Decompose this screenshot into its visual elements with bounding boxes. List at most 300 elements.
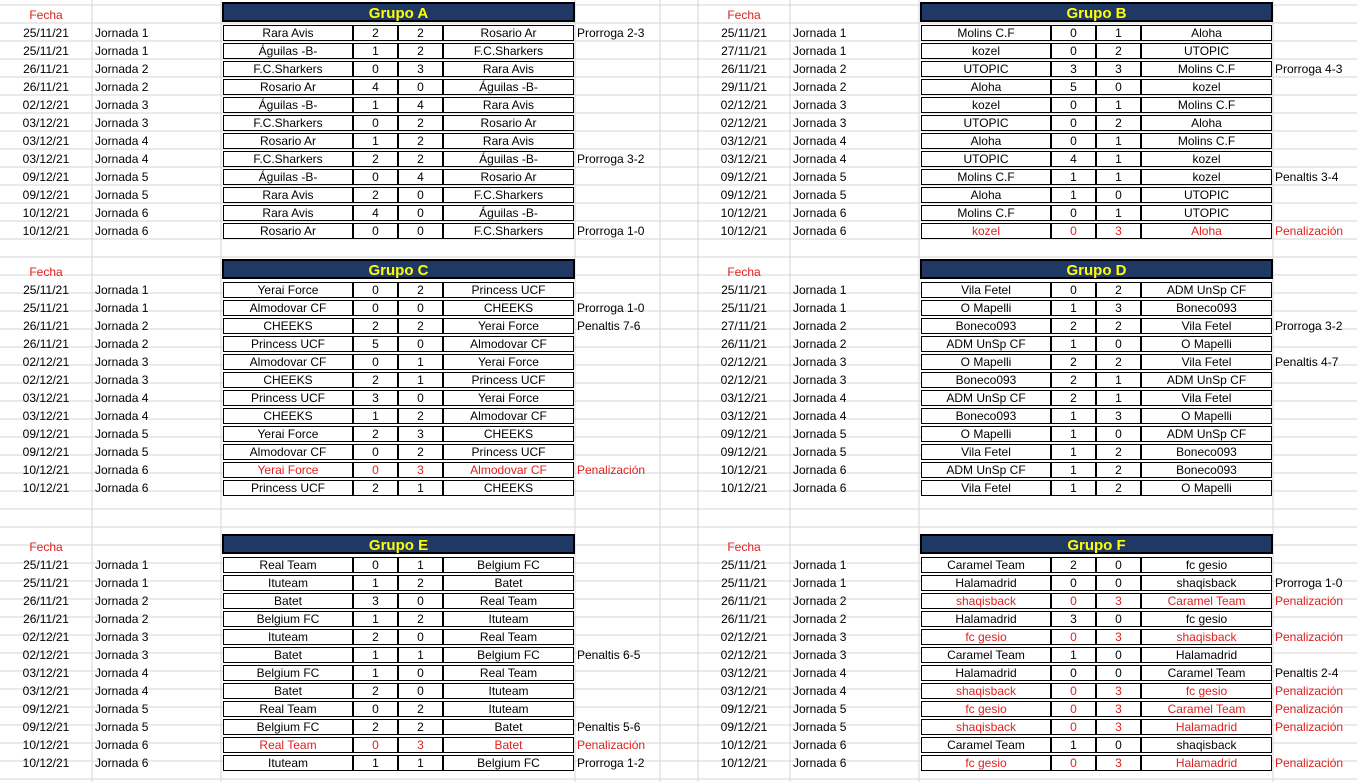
date-cell[interactable]: 09/12/21 — [720, 720, 768, 734]
home-team-cell[interactable]: Molins C.F — [921, 205, 1051, 221]
away-score-cell[interactable]: 2 — [1096, 444, 1141, 460]
away-team-cell[interactable]: CHEEKS — [443, 480, 574, 496]
home-score-cell[interactable]: 2 — [1051, 557, 1096, 573]
note-cell[interactable]: Penalización — [1275, 224, 1344, 238]
away-score-cell[interactable]: 2 — [1096, 480, 1141, 496]
home-score-cell[interactable]: 2 — [1051, 318, 1096, 334]
home-team-cell[interactable]: Caramel Team — [921, 557, 1051, 573]
home-team-cell[interactable]: UTOPIC — [921, 115, 1051, 131]
home-score-cell[interactable]: 1 — [1051, 169, 1096, 185]
away-score-cell[interactable]: 1 — [398, 557, 443, 573]
away-team-cell[interactable]: Rara Avis — [443, 61, 574, 77]
away-score-cell[interactable]: 0 — [398, 390, 443, 406]
away-score-cell[interactable]: 2 — [1096, 282, 1141, 298]
away-score-cell[interactable]: 0 — [1096, 426, 1141, 442]
home-score-cell[interactable]: 3 — [353, 593, 398, 609]
date-cell[interactable]: 02/12/21 — [720, 630, 768, 644]
home-team-cell[interactable]: fc gesio — [921, 629, 1051, 645]
date-cell[interactable]: 02/12/21 — [720, 355, 768, 369]
home-score-cell[interactable]: 0 — [353, 300, 398, 316]
away-team-cell[interactable]: Vila Fetel — [1141, 390, 1272, 406]
away-score-cell[interactable]: 2 — [398, 575, 443, 591]
home-score-cell[interactable]: 3 — [1051, 611, 1096, 627]
group-title[interactable]: Grupo E — [222, 534, 575, 554]
away-team-cell[interactable]: O Mapelli — [1141, 480, 1272, 496]
date-cell[interactable]: 02/12/21 — [22, 98, 70, 112]
away-team-cell[interactable]: Aloha — [1141, 223, 1272, 239]
home-team-cell[interactable]: F.C.Sharkers — [223, 151, 353, 167]
home-score-cell[interactable]: 0 — [1051, 43, 1096, 59]
jornada-cell[interactable]: Jornada 1 — [793, 44, 847, 58]
date-cell[interactable]: 26/11/21 — [721, 612, 767, 626]
away-score-cell[interactable]: 3 — [1096, 223, 1141, 239]
home-team-cell[interactable]: Almodovar CF — [223, 354, 353, 370]
fecha-header[interactable]: Fecha — [727, 540, 761, 554]
away-team-cell[interactable]: Princess UCF — [443, 282, 574, 298]
note-cell[interactable]: Penaltis 5-6 — [577, 720, 641, 734]
home-score-cell[interactable]: 0 — [1051, 683, 1096, 699]
date-cell[interactable]: 27/11/21 — [721, 44, 767, 58]
note-cell[interactable]: Prorroga 3-2 — [1275, 319, 1343, 333]
home-team-cell[interactable]: Belgium FC — [223, 719, 353, 735]
away-score-cell[interactable]: 2 — [1096, 354, 1141, 370]
note-cell[interactable]: Prorroga 1-0 — [1275, 576, 1343, 590]
home-score-cell[interactable]: 2 — [353, 426, 398, 442]
away-score-cell[interactable]: 2 — [1096, 318, 1141, 334]
home-score-cell[interactable]: 3 — [353, 390, 398, 406]
home-team-cell[interactable]: Rara Avis — [223, 25, 353, 41]
home-team-cell[interactable]: Ituteam — [223, 755, 353, 771]
away-score-cell[interactable]: 2 — [398, 133, 443, 149]
group-title[interactable]: Grupo B — [920, 2, 1273, 22]
jornada-cell[interactable]: Jornada 2 — [95, 80, 149, 94]
date-cell[interactable]: 26/11/21 — [23, 612, 69, 626]
away-score-cell[interactable]: 1 — [1096, 372, 1141, 388]
home-team-cell[interactable]: Ituteam — [223, 629, 353, 645]
note-cell[interactable]: Penalización — [577, 738, 646, 752]
note-cell[interactable]: Penaltis 3-4 — [1275, 170, 1339, 184]
jornada-cell[interactable]: Jornada 1 — [793, 283, 847, 297]
home-score-cell[interactable]: 5 — [353, 336, 398, 352]
date-cell[interactable]: 09/12/21 — [720, 445, 768, 459]
away-team-cell[interactable]: Yerai Force — [443, 354, 574, 370]
date-cell[interactable]: 03/12/21 — [720, 134, 768, 148]
date-cell[interactable]: 03/12/21 — [720, 391, 768, 405]
jornada-cell[interactable]: Jornada 4 — [793, 152, 847, 166]
away-team-cell[interactable]: kozel — [1141, 169, 1272, 185]
jornada-cell[interactable]: Jornada 3 — [793, 648, 847, 662]
away-score-cell[interactable]: 1 — [1096, 151, 1141, 167]
away-score-cell[interactable]: 0 — [398, 665, 443, 681]
home-score-cell[interactable]: 5 — [1051, 79, 1096, 95]
home-team-cell[interactable]: F.C.Sharkers — [223, 115, 353, 131]
away-team-cell[interactable]: Almodovar CF — [443, 336, 574, 352]
jornada-cell[interactable]: Jornada 1 — [95, 283, 149, 297]
date-cell[interactable]: 02/12/21 — [22, 373, 70, 387]
jornada-cell[interactable]: Jornada 5 — [95, 702, 149, 716]
note-cell[interactable]: Penaltis 2-4 — [1275, 666, 1339, 680]
away-team-cell[interactable]: Boneco093 — [1141, 462, 1272, 478]
away-score-cell[interactable]: 2 — [398, 444, 443, 460]
date-cell[interactable]: 09/12/21 — [22, 170, 70, 184]
away-score-cell[interactable]: 2 — [1096, 462, 1141, 478]
away-score-cell[interactable]: 1 — [1096, 390, 1141, 406]
jornada-cell[interactable]: Jornada 2 — [793, 80, 847, 94]
jornada-cell[interactable]: Jornada 2 — [95, 594, 149, 608]
away-team-cell[interactable]: F.C.Sharkers — [443, 43, 574, 59]
home-score-cell[interactable]: 0 — [353, 115, 398, 131]
date-cell[interactable]: 25/11/21 — [23, 44, 69, 58]
away-score-cell[interactable]: 0 — [398, 300, 443, 316]
date-cell[interactable]: 25/11/21 — [721, 301, 767, 315]
jornada-cell[interactable]: Jornada 3 — [793, 630, 847, 644]
away-score-cell[interactable]: 0 — [1096, 187, 1141, 203]
home-score-cell[interactable]: 0 — [1051, 719, 1096, 735]
date-cell[interactable]: 25/11/21 — [721, 558, 767, 572]
home-team-cell[interactable]: Batet — [223, 593, 353, 609]
date-cell[interactable]: 26/11/21 — [23, 80, 69, 94]
home-score-cell[interactable]: 0 — [353, 61, 398, 77]
away-score-cell[interactable]: 3 — [1096, 300, 1141, 316]
home-score-cell[interactable]: 1 — [353, 665, 398, 681]
home-team-cell[interactable]: Rosario Ar — [223, 133, 353, 149]
jornada-cell[interactable]: Jornada 5 — [793, 188, 847, 202]
date-cell[interactable]: 10/12/21 — [22, 206, 70, 220]
home-team-cell[interactable]: shaqisback — [921, 683, 1051, 699]
jornada-cell[interactable]: Jornada 6 — [95, 481, 149, 495]
date-cell[interactable]: 25/11/21 — [721, 283, 767, 297]
away-team-cell[interactable]: Ituteam — [443, 611, 574, 627]
home-team-cell[interactable]: Belgium FC — [223, 665, 353, 681]
away-team-cell[interactable]: Boneco093 — [1141, 444, 1272, 460]
away-team-cell[interactable]: Rosario Ar — [443, 25, 574, 41]
date-cell[interactable]: 02/12/21 — [22, 355, 70, 369]
away-team-cell[interactable]: shaqisback — [1141, 737, 1272, 753]
jornada-cell[interactable]: Jornada 2 — [793, 337, 847, 351]
away-score-cell[interactable]: 3 — [398, 61, 443, 77]
date-cell[interactable]: 10/12/21 — [22, 756, 70, 770]
away-score-cell[interactable]: 2 — [398, 115, 443, 131]
home-team-cell[interactable]: Caramel Team — [921, 737, 1051, 753]
jornada-cell[interactable]: Jornada 5 — [95, 720, 149, 734]
jornada-cell[interactable]: Jornada 4 — [793, 666, 847, 680]
jornada-cell[interactable]: Jornada 3 — [793, 373, 847, 387]
away-score-cell[interactable]: 3 — [398, 426, 443, 442]
jornada-cell[interactable]: Jornada 2 — [95, 62, 149, 76]
away-score-cell[interactable]: 3 — [1096, 408, 1141, 424]
away-score-cell[interactable]: 1 — [1096, 133, 1141, 149]
away-team-cell[interactable]: Halamadrid — [1141, 755, 1272, 771]
home-score-cell[interactable]: 0 — [1051, 629, 1096, 645]
home-score-cell[interactable]: 1 — [353, 575, 398, 591]
date-cell[interactable]: 02/12/21 — [22, 630, 70, 644]
home-team-cell[interactable]: Yerai Force — [223, 462, 353, 478]
jornada-cell[interactable]: Jornada 1 — [793, 576, 847, 590]
home-score-cell[interactable]: 1 — [353, 647, 398, 663]
away-team-cell[interactable]: Real Team — [443, 665, 574, 681]
away-team-cell[interactable]: Molins C.F — [1141, 97, 1272, 113]
jornada-cell[interactable]: Jornada 3 — [793, 355, 847, 369]
note-cell[interactable]: Prorroga 4-3 — [1275, 62, 1343, 76]
date-cell[interactable]: 29/11/21 — [721, 80, 767, 94]
home-score-cell[interactable]: 0 — [1051, 205, 1096, 221]
date-cell[interactable]: 10/12/21 — [720, 481, 768, 495]
away-score-cell[interactable]: 0 — [398, 683, 443, 699]
away-score-cell[interactable]: 0 — [398, 629, 443, 645]
home-team-cell[interactable]: shaqisback — [921, 593, 1051, 609]
jornada-cell[interactable]: Jornada 2 — [793, 62, 847, 76]
home-team-cell[interactable]: Águilas -B- — [223, 43, 353, 59]
away-score-cell[interactable]: 1 — [1096, 97, 1141, 113]
away-team-cell[interactable]: Boneco093 — [1141, 300, 1272, 316]
fecha-header[interactable]: Fecha — [29, 8, 63, 22]
away-team-cell[interactable]: kozel — [1141, 79, 1272, 95]
home-team-cell[interactable]: shaqisback — [921, 719, 1051, 735]
jornada-cell[interactable]: Jornada 6 — [95, 756, 149, 770]
away-score-cell[interactable]: 0 — [1096, 737, 1141, 753]
away-team-cell[interactable]: O Mapelli — [1141, 336, 1272, 352]
home-team-cell[interactable]: CHEEKS — [223, 408, 353, 424]
date-cell[interactable]: 26/11/21 — [721, 62, 767, 76]
note-cell[interactable]: Penalización — [1275, 684, 1344, 698]
jornada-cell[interactable]: Jornada 3 — [95, 373, 149, 387]
away-team-cell[interactable]: Caramel Team — [1141, 665, 1272, 681]
away-score-cell[interactable]: 0 — [398, 187, 443, 203]
away-score-cell[interactable]: 0 — [1096, 647, 1141, 663]
date-cell[interactable]: 02/12/21 — [720, 116, 768, 130]
home-score-cell[interactable]: 0 — [353, 701, 398, 717]
date-cell[interactable]: 03/12/21 — [22, 134, 70, 148]
away-team-cell[interactable]: Caramel Team — [1141, 701, 1272, 717]
home-team-cell[interactable]: Yerai Force — [223, 282, 353, 298]
home-score-cell[interactable]: 2 — [353, 480, 398, 496]
date-cell[interactable]: 03/12/21 — [22, 116, 70, 130]
away-score-cell[interactable]: 1 — [398, 480, 443, 496]
home-team-cell[interactable]: Princess UCF — [223, 480, 353, 496]
home-score-cell[interactable]: 0 — [353, 223, 398, 239]
fecha-header[interactable]: Fecha — [727, 265, 761, 279]
home-score-cell[interactable]: 2 — [353, 629, 398, 645]
away-score-cell[interactable]: 3 — [1096, 629, 1141, 645]
date-cell[interactable]: 03/12/21 — [22, 391, 70, 405]
date-cell[interactable]: 27/11/21 — [721, 319, 767, 333]
jornada-cell[interactable]: Jornada 3 — [95, 355, 149, 369]
home-team-cell[interactable]: Rara Avis — [223, 187, 353, 203]
home-team-cell[interactable]: Boneco093 — [921, 372, 1051, 388]
home-score-cell[interactable]: 0 — [353, 557, 398, 573]
home-score-cell[interactable]: 1 — [1051, 300, 1096, 316]
date-cell[interactable]: 25/11/21 — [23, 576, 69, 590]
home-team-cell[interactable]: Almodovar CF — [223, 444, 353, 460]
date-cell[interactable]: 25/11/21 — [721, 26, 767, 40]
home-team-cell[interactable]: fc gesio — [921, 755, 1051, 771]
home-team-cell[interactable]: O Mapelli — [921, 354, 1051, 370]
note-cell[interactable]: Penaltis 6-5 — [577, 648, 641, 662]
jornada-cell[interactable]: Jornada 4 — [95, 409, 149, 423]
away-team-cell[interactable]: UTOPIC — [1141, 43, 1272, 59]
note-cell[interactable]: Penalización — [1275, 702, 1344, 716]
away-team-cell[interactable]: O Mapelli — [1141, 408, 1272, 424]
jornada-cell[interactable]: Jornada 5 — [793, 170, 847, 184]
home-score-cell[interactable]: 1 — [1051, 426, 1096, 442]
away-team-cell[interactable]: fc gesio — [1141, 611, 1272, 627]
away-team-cell[interactable]: Batet — [443, 575, 574, 591]
home-score-cell[interactable]: 2 — [353, 151, 398, 167]
date-cell[interactable]: 10/12/21 — [22, 224, 70, 238]
jornada-cell[interactable]: Jornada 2 — [95, 319, 149, 333]
note-cell[interactable]: Prorroga 3-2 — [577, 152, 645, 166]
away-score-cell[interactable]: 4 — [398, 97, 443, 113]
home-score-cell[interactable]: 1 — [1051, 336, 1096, 352]
jornada-cell[interactable]: Jornada 6 — [793, 463, 847, 477]
home-team-cell[interactable]: Batet — [223, 683, 353, 699]
home-team-cell[interactable]: Vila Fetel — [921, 444, 1051, 460]
jornada-cell[interactable]: Jornada 3 — [95, 116, 149, 130]
home-team-cell[interactable]: Molins C.F — [921, 25, 1051, 41]
away-score-cell[interactable]: 0 — [398, 79, 443, 95]
date-cell[interactable]: 03/12/21 — [720, 409, 768, 423]
home-team-cell[interactable]: Molins C.F — [921, 169, 1051, 185]
group-title[interactable]: Grupo D — [920, 259, 1273, 279]
home-team-cell[interactable]: Aloha — [921, 133, 1051, 149]
jornada-cell[interactable]: Jornada 4 — [95, 666, 149, 680]
date-cell[interactable]: 03/12/21 — [22, 152, 70, 166]
note-cell[interactable]: Prorroga 1-0 — [577, 301, 645, 315]
jornada-cell[interactable]: Jornada 1 — [793, 558, 847, 572]
date-cell[interactable]: 03/12/21 — [720, 684, 768, 698]
jornada-cell[interactable]: Jornada 4 — [95, 134, 149, 148]
home-score-cell[interactable]: 2 — [353, 719, 398, 735]
date-cell[interactable]: 25/11/21 — [23, 558, 69, 572]
note-cell[interactable]: Penalización — [577, 463, 646, 477]
date-cell[interactable]: 09/12/21 — [22, 427, 70, 441]
jornada-cell[interactable]: Jornada 1 — [793, 301, 847, 315]
home-team-cell[interactable]: Aloha — [921, 79, 1051, 95]
away-score-cell[interactable]: 0 — [1096, 665, 1141, 681]
note-cell[interactable]: Prorroga 2-3 — [577, 26, 645, 40]
jornada-cell[interactable]: Jornada 1 — [95, 44, 149, 58]
jornada-cell[interactable]: Jornada 3 — [95, 630, 149, 644]
away-team-cell[interactable]: Almodovar CF — [443, 462, 574, 478]
home-score-cell[interactable]: 2 — [353, 187, 398, 203]
jornada-cell[interactable]: Jornada 3 — [95, 98, 149, 112]
date-cell[interactable]: 10/12/21 — [22, 481, 70, 495]
away-score-cell[interactable]: 0 — [1096, 79, 1141, 95]
jornada-cell[interactable]: Jornada 4 — [95, 684, 149, 698]
home-team-cell[interactable]: Boneco093 — [921, 408, 1051, 424]
date-cell[interactable]: 02/12/21 — [720, 648, 768, 662]
jornada-cell[interactable]: Jornada 2 — [793, 612, 847, 626]
away-team-cell[interactable]: ADM UnSp CF — [1141, 372, 1272, 388]
date-cell[interactable]: 09/12/21 — [720, 170, 768, 184]
jornada-cell[interactable]: Jornada 3 — [793, 116, 847, 130]
home-score-cell[interactable]: 2 — [353, 683, 398, 699]
home-team-cell[interactable]: kozel — [921, 43, 1051, 59]
away-score-cell[interactable]: 2 — [398, 151, 443, 167]
jornada-cell[interactable]: Jornada 6 — [95, 738, 149, 752]
home-score-cell[interactable]: 1 — [1051, 462, 1096, 478]
date-cell[interactable]: 03/12/21 — [720, 666, 768, 680]
home-team-cell[interactable]: O Mapelli — [921, 426, 1051, 442]
home-score-cell[interactable]: 0 — [1051, 701, 1096, 717]
home-team-cell[interactable]: Rosario Ar — [223, 79, 353, 95]
home-team-cell[interactable]: CHEEKS — [223, 372, 353, 388]
home-team-cell[interactable]: Halamadrid — [921, 611, 1051, 627]
away-team-cell[interactable]: fc gesio — [1141, 683, 1272, 699]
away-score-cell[interactable]: 1 — [1096, 169, 1141, 185]
jornada-cell[interactable]: Jornada 5 — [95, 188, 149, 202]
home-score-cell[interactable]: 0 — [1051, 575, 1096, 591]
home-team-cell[interactable]: Boneco093 — [921, 318, 1051, 334]
away-team-cell[interactable]: Vila Fetel — [1141, 354, 1272, 370]
jornada-cell[interactable]: Jornada 5 — [793, 427, 847, 441]
away-score-cell[interactable]: 2 — [398, 318, 443, 334]
home-score-cell[interactable]: 0 — [1051, 593, 1096, 609]
home-team-cell[interactable]: kozel — [921, 223, 1051, 239]
jornada-cell[interactable]: Jornada 4 — [793, 684, 847, 698]
home-score-cell[interactable]: 0 — [1051, 282, 1096, 298]
away-team-cell[interactable]: Ituteam — [443, 683, 574, 699]
away-team-cell[interactable]: Rosario Ar — [443, 169, 574, 185]
home-team-cell[interactable]: Almodovar CF — [223, 300, 353, 316]
jornada-cell[interactable]: Jornada 5 — [793, 445, 847, 459]
home-team-cell[interactable]: Águilas -B- — [223, 97, 353, 113]
home-team-cell[interactable]: Batet — [223, 647, 353, 663]
home-score-cell[interactable]: 0 — [1051, 755, 1096, 771]
date-cell[interactable]: 25/11/21 — [23, 26, 69, 40]
home-score-cell[interactable]: 1 — [353, 97, 398, 113]
jornada-cell[interactable]: Jornada 1 — [95, 301, 149, 315]
home-score-cell[interactable]: 0 — [353, 354, 398, 370]
date-cell[interactable]: 09/12/21 — [22, 702, 70, 716]
home-score-cell[interactable]: 1 — [353, 133, 398, 149]
home-team-cell[interactable]: Real Team — [223, 737, 353, 753]
away-team-cell[interactable]: Princess UCF — [443, 444, 574, 460]
away-team-cell[interactable]: Águilas -B- — [443, 205, 574, 221]
fecha-header[interactable]: Fecha — [29, 265, 63, 279]
note-cell[interactable]: Penalización — [1275, 720, 1344, 734]
away-score-cell[interactable]: 2 — [398, 408, 443, 424]
jornada-cell[interactable]: Jornada 1 — [95, 558, 149, 572]
jornada-cell[interactable]: Jornada 4 — [793, 134, 847, 148]
home-team-cell[interactable]: Yerai Force — [223, 426, 353, 442]
date-cell[interactable]: 09/12/21 — [22, 720, 70, 734]
jornada-cell[interactable]: Jornada 4 — [793, 409, 847, 423]
away-score-cell[interactable]: 4 — [398, 169, 443, 185]
away-team-cell[interactable]: F.C.Sharkers — [443, 187, 574, 203]
date-cell[interactable]: 10/12/21 — [720, 756, 768, 770]
jornada-cell[interactable]: Jornada 4 — [95, 391, 149, 405]
jornada-cell[interactable]: Jornada 6 — [95, 463, 149, 477]
jornada-cell[interactable]: Jornada 5 — [95, 170, 149, 184]
away-team-cell[interactable]: Princess UCF — [443, 372, 574, 388]
date-cell[interactable]: 10/12/21 — [720, 463, 768, 477]
date-cell[interactable]: 10/12/21 — [22, 463, 70, 477]
jornada-cell[interactable]: Jornada 1 — [95, 26, 149, 40]
home-team-cell[interactable]: Princess UCF — [223, 336, 353, 352]
jornada-cell[interactable]: Jornada 2 — [95, 337, 149, 351]
away-team-cell[interactable]: Halamadrid — [1141, 719, 1272, 735]
home-team-cell[interactable]: ADM UnSp CF — [921, 336, 1051, 352]
away-score-cell[interactable]: 3 — [1096, 683, 1141, 699]
away-team-cell[interactable]: Rosario Ar — [443, 115, 574, 131]
home-score-cell[interactable]: 0 — [353, 444, 398, 460]
date-cell[interactable]: 09/12/21 — [720, 427, 768, 441]
away-score-cell[interactable]: 3 — [1096, 719, 1141, 735]
away-team-cell[interactable]: kozel — [1141, 151, 1272, 167]
group-title[interactable]: Grupo A — [222, 2, 575, 22]
away-team-cell[interactable]: Batet — [443, 719, 574, 735]
